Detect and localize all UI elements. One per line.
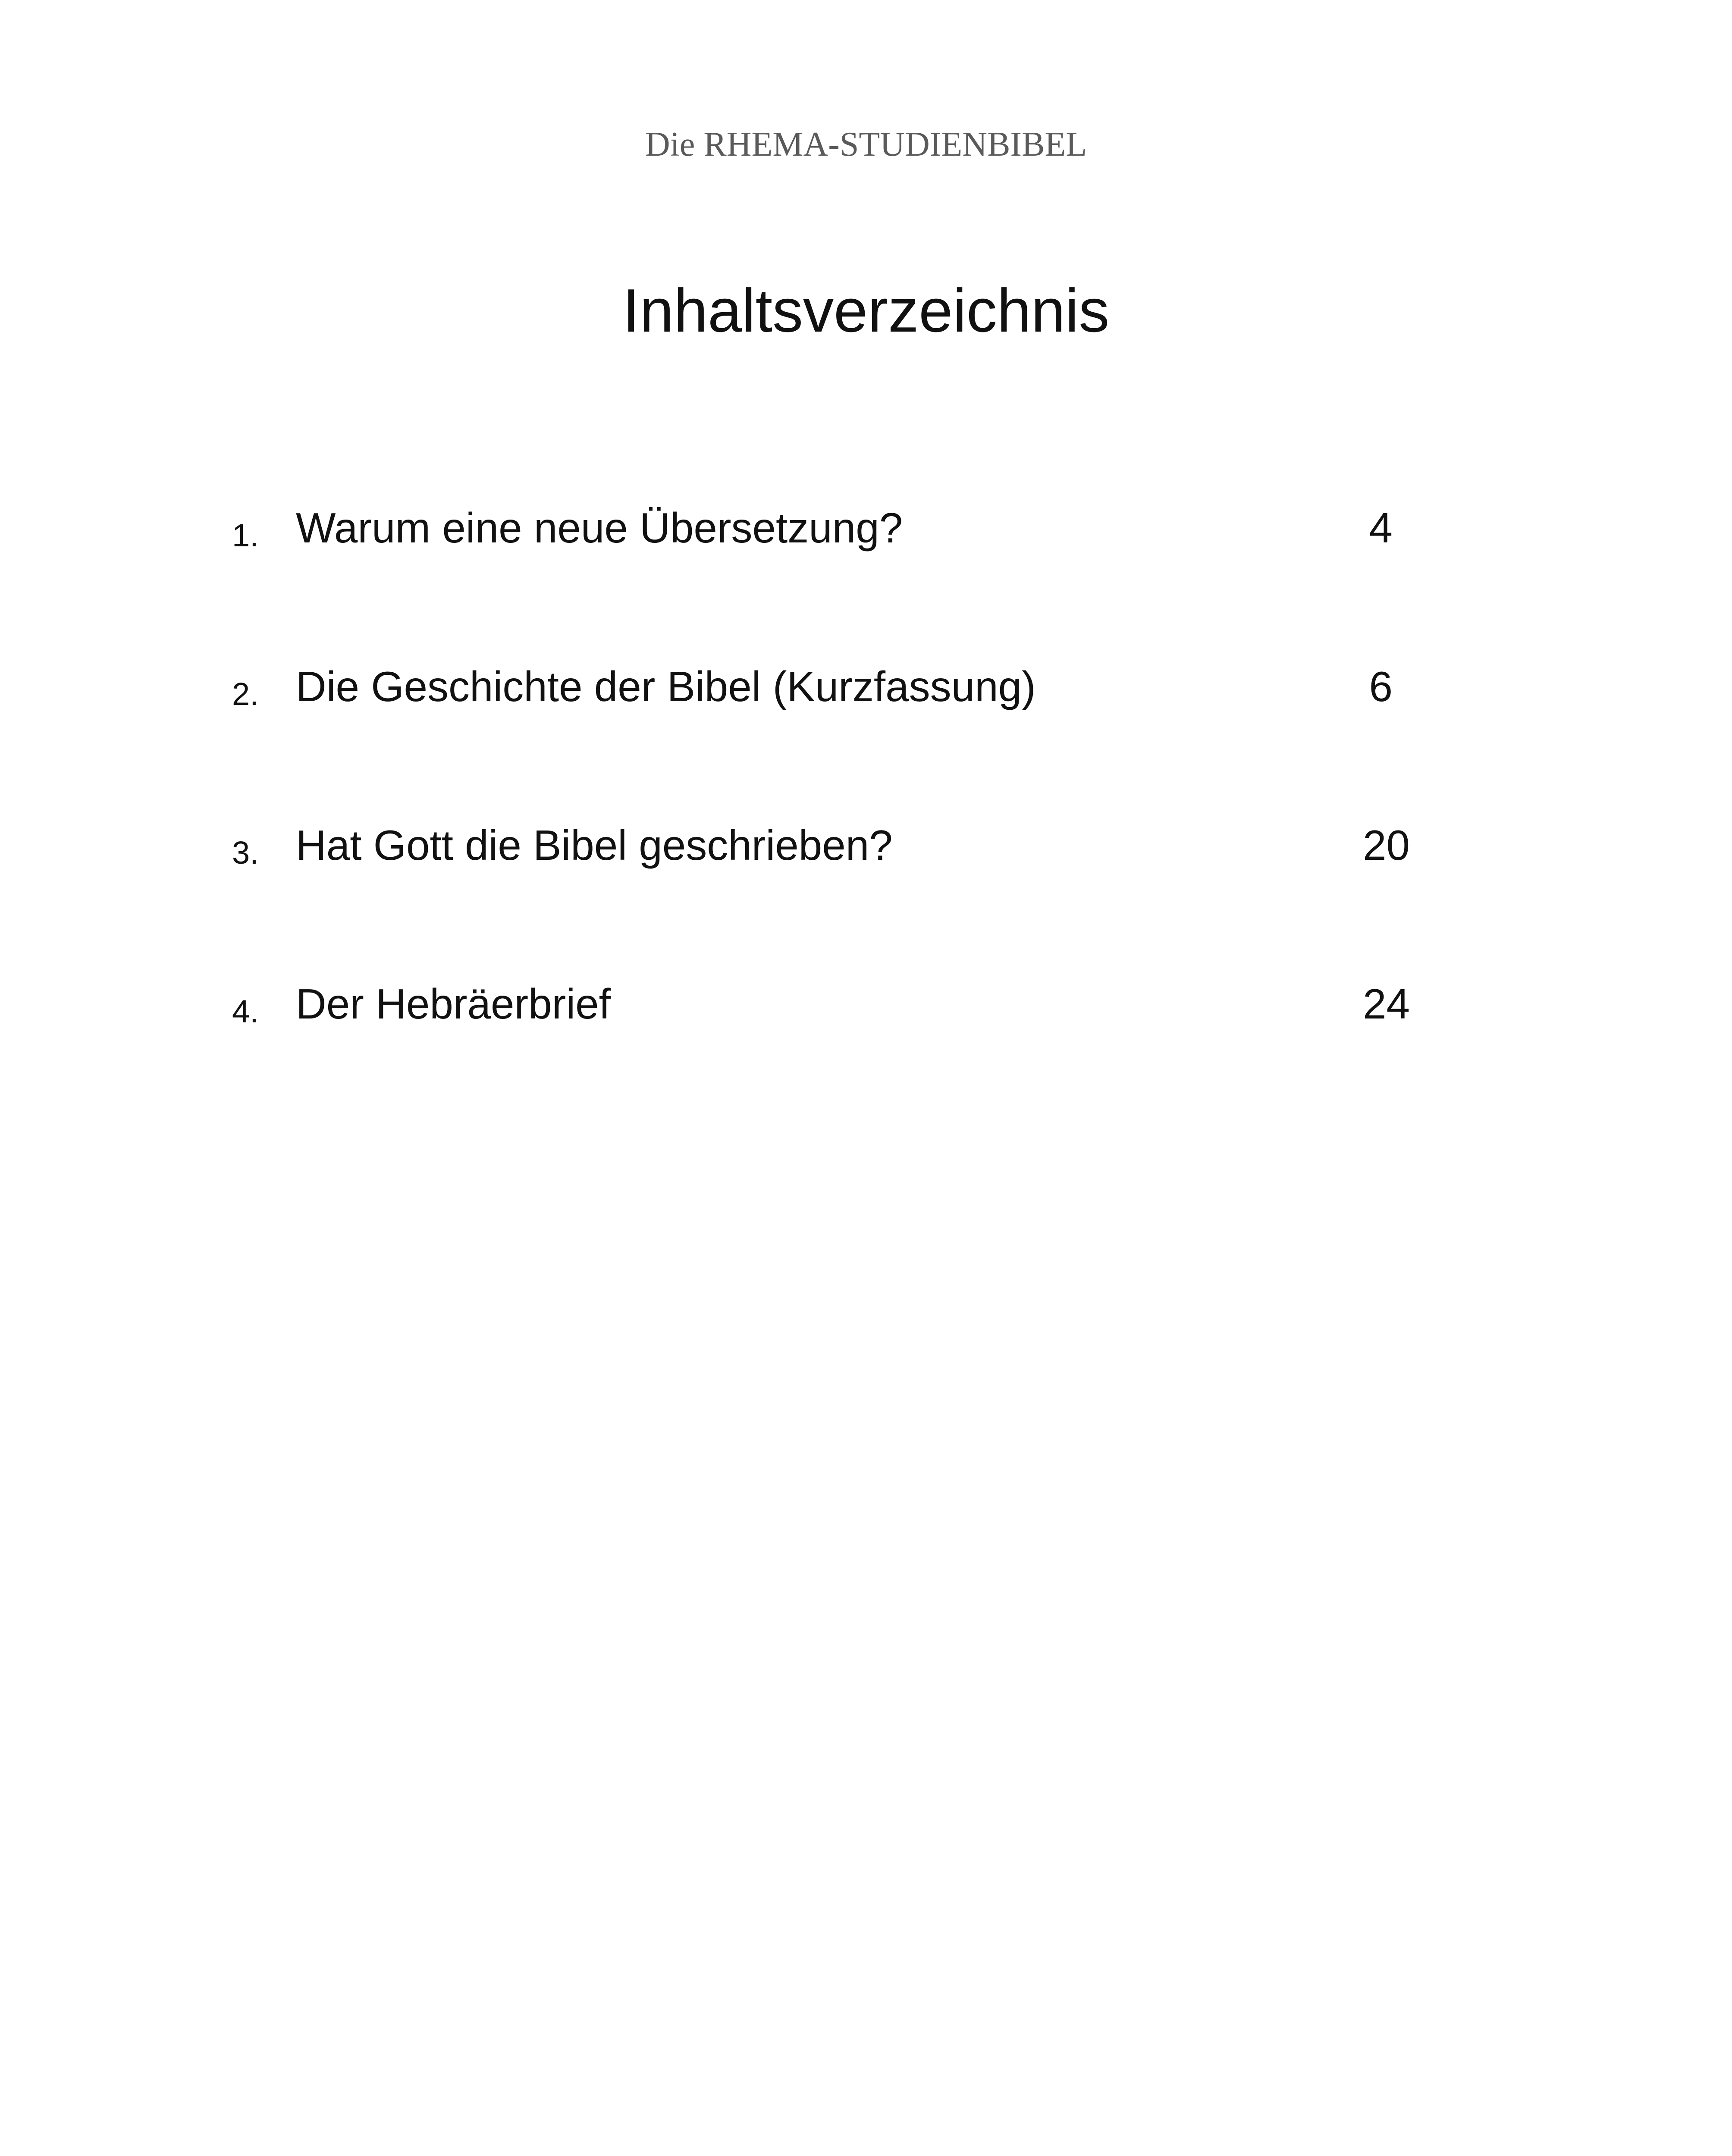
toc-entry-title: Die Geschichte der Bibel (Kurzfassung) <box>296 663 1036 710</box>
toc-entry-number: 4. <box>232 993 259 1029</box>
toc-entry-2 <box>0 665 1732 726</box>
toc-entry-number: 3. <box>232 835 259 871</box>
toc-entry-3 <box>0 821 1732 884</box>
toc-entry-4 <box>0 980 1732 1043</box>
toc-entry-number: 2. <box>232 676 259 712</box>
running-header: Die RHEMA-STUDIENBIBEL <box>645 125 1087 163</box>
toc-entry-title: Hat Gott die Bibel geschrieben? <box>296 821 893 869</box>
toc-entry-page: 6 <box>1369 663 1393 710</box>
toc-entry-page: 24 <box>1362 980 1410 1028</box>
toc-entry-1 <box>0 504 1732 567</box>
toc-entry-page: 4 <box>1369 504 1393 552</box>
toc-entry-title: Der Hebräerbrief <box>296 980 611 1028</box>
toc-entry-title: Warum eine neue Übersetzung? <box>296 504 903 552</box>
page-title: Inhaltsverzeichnis <box>622 276 1110 345</box>
toc-entry-number: 1. <box>232 517 259 553</box>
toc-entry-page: 20 <box>1362 821 1410 869</box>
